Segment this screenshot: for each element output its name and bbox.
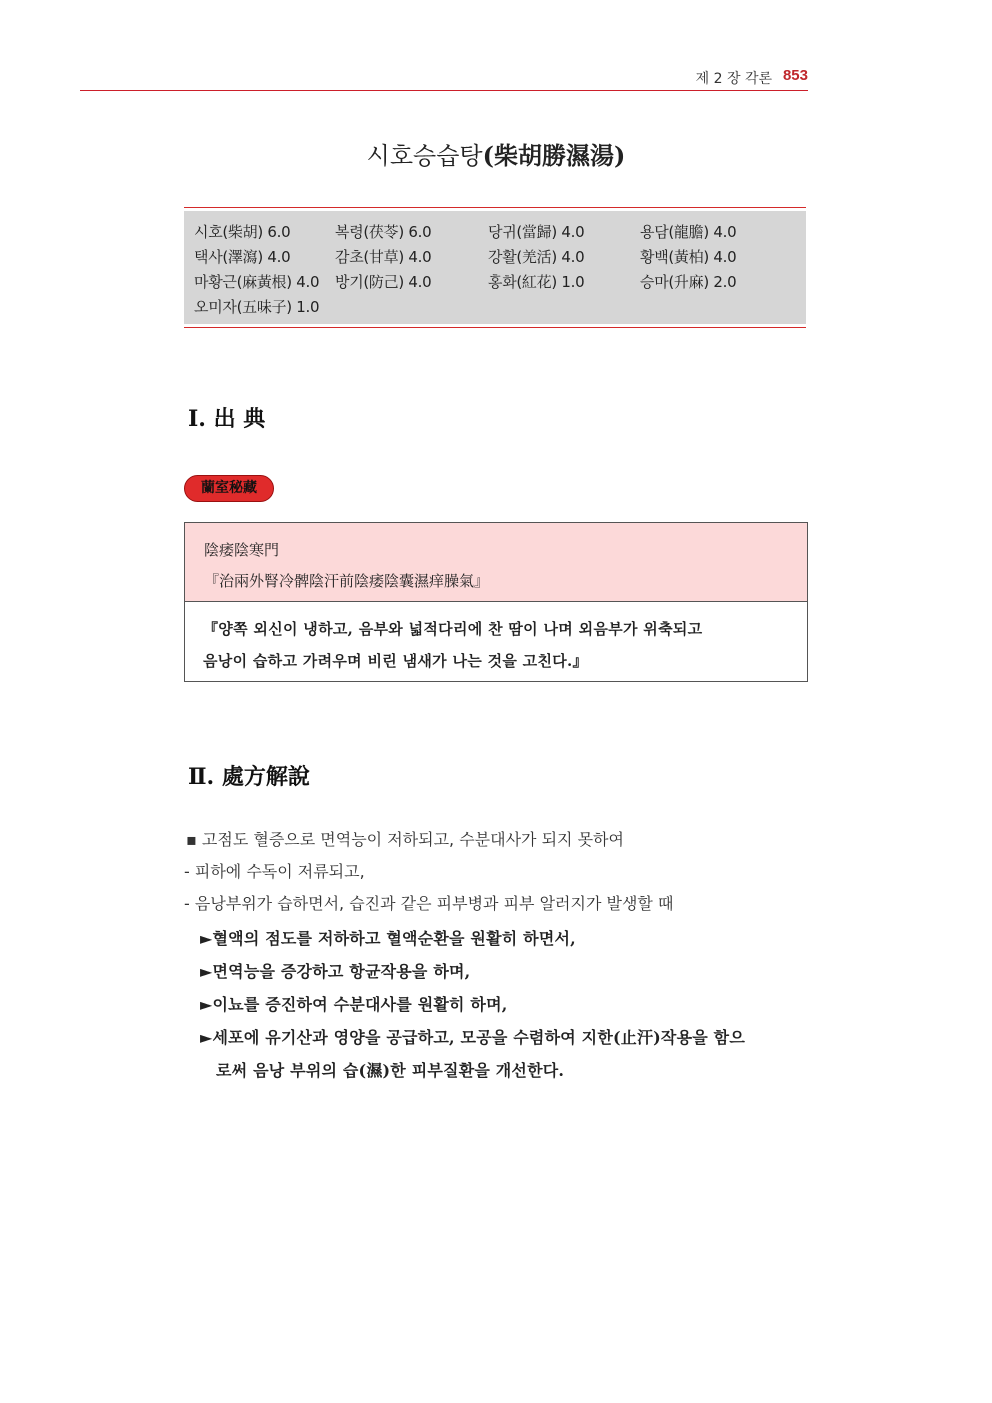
section-heading-explanation: Ⅱ. 處方解說 — [188, 764, 310, 790]
running-header — [80, 66, 808, 91]
ingredient-item: 방기(防己) 4.0 — [335, 273, 432, 291]
original-text-panel — [185, 523, 807, 602]
ingredient-item: 강활(羌活) 4.0 — [488, 248, 585, 266]
original-category: 陰痿陰寒門 — [204, 541, 280, 559]
translation-line: 음낭이 습하고 가려우며 비린 냄새가 나는 것을 고친다.』 — [203, 652, 588, 670]
explanation-line: - 피하에 수독이 저류되고, — [184, 862, 365, 881]
ingredient-item: 마황근(麻黃根) 4.0 — [194, 273, 320, 291]
ingredient-item: 당귀(當歸) 4.0 — [488, 223, 585, 241]
original-quote: 『治兩外腎冷髀陰汗前陰痿陰囊濕痒臊氣』 — [204, 572, 490, 590]
translation-text — [203, 613, 795, 677]
ingredient-item: 오미자(五味子) 1.0 — [194, 298, 320, 316]
prescription-title — [0, 136, 992, 171]
source-badge: 蘭室秘藏 — [184, 475, 274, 502]
action-point-continuation: 로써 음낭 부위의 습(濕)한 피부질환을 개선한다. — [216, 1061, 565, 1080]
ingredient-item: 용담(龍膽) 4.0 — [640, 223, 737, 241]
ingredient-item: 시호(柴胡) 6.0 — [194, 223, 291, 241]
explanation-line: - 음낭부위가 습하면서, 습진과 같은 피부병과 피부 알러지가 발생할 때 — [184, 894, 674, 913]
action-point: ►세포에 유기산과 영양을 공급하고, 모공을 수렴하여 지한(止汗)작용을 함으 — [200, 1028, 745, 1047]
ingredient-item: 복령(茯苓) 6.0 — [335, 223, 432, 241]
ingredient-item: 택사(澤瀉) 4.0 — [194, 248, 291, 266]
ingredient-item: 감초(甘草) 4.0 — [335, 248, 432, 266]
ingredient-item: 승마(升麻) 2.0 — [640, 273, 737, 291]
page-number: 853 — [782, 67, 808, 84]
action-point: ►이뇨를 증진하여 수분대사를 원활히 하며, — [200, 995, 508, 1014]
chapter-label: 제 2 장 각론 — [695, 71, 772, 87]
section-heading-source: Ⅰ. 出 典 — [188, 406, 266, 432]
translation-line: 『양쪽 외신이 냉하고, 음부와 넓적다리에 찬 땀이 나며 외음부가 위축되고 — [203, 620, 703, 638]
ingredient-item: 홍화(紅花) 1.0 — [488, 273, 585, 291]
ingredient-item: 황백(黃柏) 4.0 — [640, 248, 737, 266]
source-quote-box — [184, 522, 808, 682]
title-korean: 시호승습탕 — [366, 142, 483, 170]
action-point: ►혈액의 점도를 저하하고 혈액순환을 원활히 하면서, — [200, 929, 576, 948]
title-hanja: (柴胡勝濕湯) — [482, 141, 626, 170]
explanation-line: ▪ 고점도 혈증으로 면역능이 저하되고, 수분대사가 되지 못하여 — [186, 830, 624, 849]
ingredient-table — [184, 207, 806, 328]
action-point: ►면역능을 증강하고 항균작용을 하며, — [200, 962, 471, 981]
